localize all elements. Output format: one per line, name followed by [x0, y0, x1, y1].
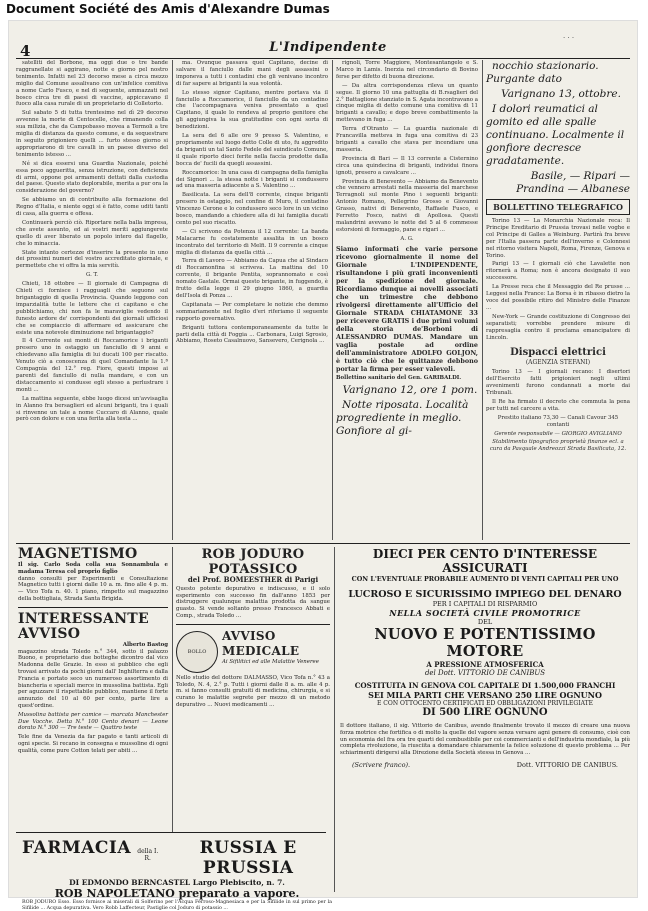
bulletin-signatures: Basile, — Ripari — Prandina — Albanese — [516, 170, 630, 195]
ad-line: LUCROSO E SICURISSIMO IMPIEGO DEL DENARO — [348, 589, 622, 600]
paragraph: Sul sabato 5 di tutta trentesimo nel dì 29 decorso avvenne la morte di Centocelle, che rimanendo colla sua milizia, che da Campobasso movea a Termoli a tre miglia di distanza da questo comune, e da sequestrare in seguito prigioniero quelli ... furto stesso giorno si appropriarono di tre cavalli in un paese diverso del tenimento istesso ... — [16, 110, 168, 158]
ad-title-rob-joduro: ROB JODURO POTASSICO — [201, 547, 305, 577]
dispatches-heading: Dispacci elettrici — [510, 347, 606, 359]
pharmacy-header — [22, 838, 332, 878]
ad-merchant: Alberto Bastog — [122, 641, 168, 648]
ad-subtitle: del Prof. BOMEESTHER di Parigi — [187, 575, 319, 584]
ads-rule — [16, 543, 630, 544]
ad-title-avviso-medicale: AVVISO MEDICALE — [222, 628, 300, 658]
watermark: Document Société des Amis d'Alexandre Dumas — [6, 2, 330, 16]
paragraph: rignoli, Torre Maggiore, Montesantangelo e S. Marco in Lamis. Inerzia nel circondario di Bovino ferse per difetto di buona direzione. — [336, 60, 478, 80]
pharmacy-ad — [22, 838, 332, 911]
pharmacy-text: ROB JODURO Esso. Esso fornisce ai miserali di Solferino per l'Acqua Ferroso-Magnesiaca e per la Sifilide in sul primo per la Sifilide ... Acqua depurativa. Vero Robb Laffecteur, Pastiglie col Joduro di potassio ... — [22, 900, 332, 911]
paragraph: Terra d'Otranto — La guardia nazionale di Francavilla metteva in fuga una comitiva di 23 briganti a cavallo che stava per incendiare una masseria. — [336, 126, 478, 153]
paragraph: Briganti tuttora contemporaneamente da tutte le parti della città di Foggia ... Carbonara, Luigi Sgrosio, Abbiamo, Roseto Casalnuovo, Sansevero, Cerignola ... — [176, 324, 328, 345]
bulletin-text: Notte riposata. Località progrediente in meglio. Gonfiore al gi- — [336, 398, 469, 437]
pharmacy-title: RUSSIA E PRUSSIA — [199, 838, 297, 878]
ad-line: PER I CAPITALI DI RISPARMIO — [432, 600, 538, 608]
telegraph-bulletin-heading: BOLLETTINO TELEGRAFICO — [486, 199, 630, 215]
agency-subtitle: (AGENZIA STEFANI) — [525, 359, 591, 367]
ad-text: magazzino strada Toledo n.° 344, sotto il palazzo Buono, e proprietario due botteghe dicontro dal vico Madonna delle Grazie. In esso si pubblico che egli trovasi arrivato da pochi giorni dall' Inghilterra e dalla Francia e portato seco un numeroso assortimento di biancheria e speciali merce in mussolina battista. Egli per aguzzare il rispettabile pubblico, mantiene il forte annunzio del 10 al 60 per cento, parte lire a quest'ordine. — [18, 648, 168, 709]
pharmacy-title-small: della I. R. — [137, 848, 159, 862]
seal-text: BOLLO — [187, 648, 207, 655]
top-right-mark: · · · — [563, 34, 575, 42]
ad-line: del Dott. VITTORIO DE CANIBUS — [424, 669, 546, 677]
paragraph: Continuerà perciò ciò. Riportare nella balla impresa, che avete assunto, ed ai vostri meriti aggiungerete quello di aver liberato un popolo intero dal flagello, che lo minaccia. — [16, 219, 168, 247]
paragraph: Torino 13 — I giornali recano: I disertori dell'Esercito fatti prigionieri negli ultimi avvenimenti furono condannati a morte dai Tribunali. — [486, 369, 630, 397]
bulletin-dateline: Varignano 13, ottobre. — [501, 88, 621, 100]
paragraph: La Presse reca che il Messaggio del Re prusse ... Leggesi nella France: La Borsa è in ribasso dietro la voce del possibile ritiro del Ministro delle Finanze ... — [486, 284, 630, 311]
header-rule — [16, 58, 630, 59]
paragraph: Roccamorice: In una casa di campagna della famiglia dei Signori ... la stessa notte i briganti si condussero ad una masseria adiacente a S. Valentino ... — [176, 169, 328, 190]
paragraph: Terra di Lavoro — Abbiamo da Capua che al Sindaco di Roccamonfina si scriveva. La mattina del 10 corrente, il brigante Pentita, soprannomato e così nomato Gastale. Ormai questo brigante, in fuggendo, è frutto della legge il 29 giugno 1860, a guardia dell'Isola di Ponza ... — [176, 258, 328, 299]
pharmacy-title: FARMACIA — [22, 838, 132, 858]
ad-text: danno consulti per Esperimenti e Consultazione Magnetico tutti i giorni dalle 10 a. m. fino alle 4 p. m. — Vico Tofa n. 40. 1 piano, rimpetto sul magazzino della bottigliaia, Strada Santa Brigida. — [18, 575, 168, 602]
ad-line: SEI MILA PARTI CHE VERSANO 250 LIRE OGNUNO — [368, 690, 602, 700]
ad-text: Questo potente depurativo e indiscusso, e il solo esperimento con successo fin dall'anno 1853 per distruggere qualunque malattia prodotta da sangue guasto. Si vende soltanto presso Francesco Abbati e Comp., strada Toledo ... — [176, 585, 330, 619]
paragraph: — Ci scrivono da Potenza il 12 corrente: La banda Malacarne fu costatemente assalita in un bosco incontrato del territorio di Melfi. Il 9 corrente a cinque miglia di distanza da quella città ... — [176, 228, 328, 256]
article-column-4 — [486, 60, 630, 540]
ad-column-2 — [176, 547, 330, 833]
ad-line: NELLA SOCIETÀ CIVILE PROMOTRICE — [389, 608, 581, 618]
paragraph: Basilicata. La sera dell'8 corrente, cinque briganti presero in ostaggio, nel confine di Muro, il contadino Vincenzo Cerone e lo condussero seco lore in un vicino bosco, mandando a chiedere alla di lui famiglia ducati cento pel suo riscatto. — [176, 192, 328, 226]
investment-ad — [340, 547, 630, 867]
ad-body: Il dottore italiano, il sig. Vittorio de Canibus, avendo finalmente trovato il mezzo di creare una nuova forza motrice che fortifica o di molto la quelle del vapore senza versare agni genere di consumo, cioè con un economia del fra ora tre quarti del combustibile per coi commercianti e dell'industria mondiale, la più completa rivoluzione, la riusciita a domandare chiaramente la felice soluzione di questo problema ... Per schiarimenti dirigersi alla Direzione della Società stessa in Genova ... — [340, 723, 630, 757]
responsible-manager: Gerente responsabile — GIORGIO AVIGLIANO — [494, 430, 622, 437]
paragraph: Lo stesso signor Capitano, mentre portava via il fanciullo a Roccamorice, il fanciullo da un contadino che l'accompagnava veniva presentato a quel Capitano, il quale lo rendeva al proprio genitore che gli aggiungiva la sua gratitudine con ogni sorta di benedizioni. — [176, 89, 328, 131]
paragraph: Torino 13 — La Monarchia Nazionale reca: Il Principe Ereditario di Prussia trovasi nelle voghe e col Principe di Galles a Weinburg. Partirà fra breve per l'Italia passera parte dell'inverno e Colonnesi nel ritorno visitera Napoli, Roma, Firenze, Genova e Torino. — [486, 218, 630, 259]
ad-text: Tele fine da Venezia da far pagato e tanti articoli di ogni specie. Si recano in consegna e mussoline di ogni qualità, come pure Cotton telati per abiti ... — [18, 734, 168, 754]
ad-title-interessante: INTERESSANTE AVVISO — [18, 610, 150, 642]
column-rule — [482, 60, 483, 540]
paragraph: Il Re ha firmato il decreto che commuta la pena per tutti nel carcere a vita. — [486, 398, 630, 412]
paragraph: Parigi 13 — I giornali ciò che Lavalette non ritornerà a Roma; non è ancora designato il suo successore. — [486, 261, 630, 282]
page-number: 4 — [20, 42, 31, 60]
paragraph: Se abbiamo un di contribuito alla formazione del Regno d'Italia, e niente oggi si è fatto, come uditi tanti di casa, alla guerra e offesa. — [16, 197, 168, 218]
printer-line: Stabilimento tipografico proprietà finanze ecl. a cura da Pasquale Andreozzi Strada Basilicata, 12. — [489, 439, 627, 453]
ad-motor-title: NUOVO E POTENTISSIMO MOTORE — [374, 626, 596, 660]
paragraph: ma. Ovunque passava quel Capitano, decine di salvare il fanciullo dalle mani degli assassini o imponeva a tutti i contadini che gli venivano incontro di far sapere ai briganti la sua volontà. — [176, 60, 328, 87]
pharmacy-address: DI EDMONDO BERNCASTEL Largo Plebiscito, n. 7. — [69, 878, 285, 887]
pharmacy-rule — [16, 832, 326, 833]
ad-signature-row — [340, 761, 630, 769]
exchange-quotes: Prestito italiano 73,30 — Canali Cavour 345 contanti — [497, 414, 619, 428]
article-column-2 — [176, 60, 328, 540]
column-rule — [172, 60, 173, 540]
bulletin-dateline: Varignano 12, ore 1 pom. — [342, 383, 478, 396]
column-rule — [332, 60, 333, 540]
ad-subtitle: Ai Sifilitici ed alle Malattie Veneree — [222, 658, 319, 665]
ad-line: A PRESSIONE ATMOSFERICA — [426, 660, 544, 669]
ad-line: E CON OTTOCENTO CERTIFICATI ED OBBLIGAZIONI PRIVILEGIATE — [377, 700, 593, 707]
notice-paragraph: Siamo informati che varie persone ricevono giornalmente il nome del Giornale L'INDIPENDENTE, risultandone i più grati inconvenienti per la spedizione del giornale. Ricordiamo dunque ai novelli associati che un trimestre che debbono rivolgersi direttamente all'Ufficio del Giornale STRADA CHIATAMONE 33 per ricevere GRATIS i due primi volumi della storia de'Borboni di ALESSANDRO DUMAS. Mandare un vaglia postale ad ordine dell'amministratore ADOLFO GOLJON, è tutto ciò che le quittanze debbono portar la firma per esser valevoli. — [336, 244, 478, 373]
ad-divider — [176, 624, 330, 625]
paragraph: Chieti, 18 ottobre — Il giornale di Campagna di Chieti ci fornisce i ragguagli che seguono sul brigantaggio di quella Provincia. Quando leggono con imparzialità tutte le lettere che ci capitano e che pubblichiamo, chi non fa le maraviglie vedendo il funesto ardore de' corrispondenti dei giornali ufficiosi che se compiaccio di affermare ed assicurare che esiste una notevole diminuzione nel brigantaggio? — [16, 281, 168, 336]
paragraph: Provincia di Bari — Il 13 corrente a Cisternino circa una quindecina di briganti, individui finora ignoti, presero a cavalcare ... — [336, 155, 478, 176]
column-rule — [172, 547, 173, 833]
ad-line: DI 500 LIRE OGNUNO — [422, 707, 548, 718]
newspaper-page — [8, 20, 638, 911]
ad-line: DEL — [477, 618, 493, 626]
paragraph: — Da altra corrispondenza rileva un quanto segue. Il giorno 10 una pattuglia di B.rsaglieri del 2.° Battaglione stanziato in S. Agata incontravano a cinque miglia di detto comune una comitiva di 11 briganti a cavallo; e dopo breve combattimento la mettevano in fuga ... — [336, 82, 478, 124]
ad-signature: Dott. VITTORIO DE CANIBUS. — [516, 760, 618, 769]
ad-headline: DIECI PER CENTO D'INTERESSE ASSICURATI — [372, 547, 598, 575]
bulletin-text: I dolori reumatici al gomito ed alle spalle continuano. Localmente il gonfiore decresce gradatamente. — [486, 103, 625, 167]
medical-seal-icon — [176, 631, 218, 673]
ad-text: Nello studio del dottore DALMASSO, Vico Tofa n.° 43 a Toledo, N. 4, 2.° p. Tutti i giorni dalle 8 a. m. alle 4 p. m. si fanno consulti gratuiti di medicina, chirurgia, e si curano le malattie segrete per mezzo di un metodo depurativo ... Nuovi medicamenti ... — [176, 674, 330, 708]
ad-subtitle: Il sig. Carlo Soda colla sua Sonnambula e madama Teresa col proprio figlio — [18, 562, 168, 575]
signature: G. T. — [85, 272, 99, 279]
signature: A. G. — [400, 235, 414, 242]
bulletin-text: nocchio stazionario. Purgante dato — [486, 60, 599, 85]
column-rule — [334, 547, 335, 892]
ad-divider — [18, 607, 168, 608]
paragraph: La sera del 6 alle ore 9 presso S. Valentino, e propriamente sul luogo detto Colle di uto, fu aggredito da briganti un tal Santo Fedele del suindicato Comune, il quale riporto dieci ferite nella faccia prodotte dalla bocca de' fucili da quegli assassini. — [176, 133, 328, 167]
bulletin-title: Bollettino sanitario del Gen. GARIBALDI. — [336, 374, 462, 381]
masthead: L'Indipendente — [269, 40, 387, 55]
ad-line: COSTITUITA IN GENOVA COL CAPITALE DI 1.500,000 FRANCHI — [354, 681, 616, 690]
paragraph: Capitanata — Per completare le notizie che demmo sommariamente nel foglio d'eri riferiamo il seguente rapporto governativo. — [176, 301, 328, 322]
paragraph: Provincia di Benevento — Abbiamo da Benevento che vennero arrestati nella masseria del marchese Terragnoli sul monte Pino i seguenti briganti: Antonio Romano, Pellegrino Grosso e Giovanni Grasso, nativi di Benevento, Raffaele Fusco, e Ferretto Fosco, nativi di Apollosa. Questi malandrini avevano le notte del 5 al 6 commesse estorsioni di formaggio, pane e rigari ... — [336, 178, 478, 233]
ad-subheadline: CON L'EVENTUALE PROBABILE AUMENTO DI VENTI CAPITALI PER UNO — [351, 575, 619, 583]
paragraph: State intanto certezze d'inserire la presente in uno dei prossimi numeri del vostro accreditato giornale, e permettete che vi offra la mia servitù. — [16, 249, 168, 270]
paragraph: La mattina seguente, ebbe luogo dicesi un'avvisaglia in Alanno fra bersaglieri ed alcuni briganti, tra i quali si rinvenne un tale a nome Cuccaro di Alanno, quale però con dolore e con una ferita alla testa ... — [16, 395, 168, 423]
paragraph: Il 4 Corrente sui monti di Roccamorice i briganti presero uno in ostaggio un fanciullo di 9 anni e chiedevano alla famiglia di lui ducati 100 per riscatto. Venuto ciò a conoscenza di quel Comandante la 1.ª Compagnia del 12.° reg. Fiore, questi impose ai parenti del fanciullo di nulla mandare, e con un distaccamento si condusse egli stesso a perlustrare i monti ... — [16, 338, 168, 393]
paragraph: satelliti del Borbone, ma oggi due o tre bande raggranellate si aggirano, notte e giorno pel nostro tenimento. Infatti nel 23 decorso mese a circa mezzo miglio dal Comune assalivano con un'infelice comitiva a nome Carlo Fusco, e nel di seguente, ammazzati nel bosco circa tre di paesi di vaccine, appiccavano il fuoco alla casa rurale di un proprietario di Colletorto. — [16, 60, 168, 108]
pharmacy-product: ROB NAPOLETANO preparato a vapore. — [54, 887, 300, 900]
ad-note: (Scrivere franco). — [352, 760, 411, 769]
article-column-3 — [336, 60, 478, 540]
ad-column-1 — [18, 547, 168, 833]
paragraph: Né si dica essersi una Guardia Nazionale, poiché essa poco aggueritta, senza istruzione, con deficienza di armi, oppone poi armamenti dettati dalla custodia del paese. Questo stato deplorabile, merita a pur ora la considerazione del governo? — [16, 160, 168, 195]
paragraph: New-York — Grande costituzione di Congresso dei separatisti; vorrebbe prendere misure di rappresaglia contro il proclama emancipatore di Lincoln. — [486, 313, 630, 341]
ad-price-list: Mussolina battista per camice — marcata Manchester Due Vacche. Detta N.° 100 Cento denari — Leone dorato N.° 300 — Tre teste — Quattro teste — [18, 711, 168, 732]
ad-title-magnetismo: MAGNETISMO — [18, 546, 138, 562]
article-column-1 — [16, 60, 168, 540]
